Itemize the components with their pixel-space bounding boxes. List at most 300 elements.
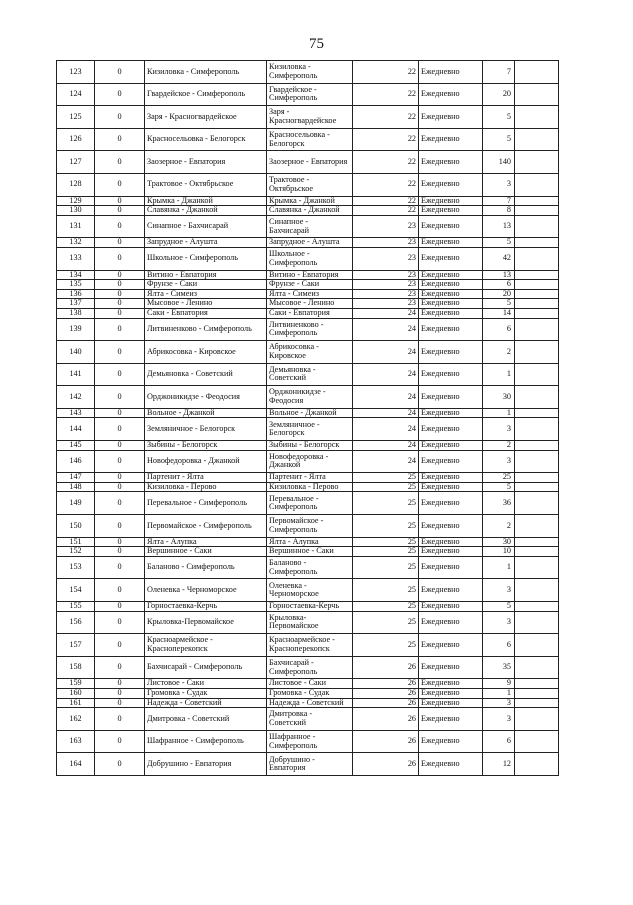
route-stops-cell: Литвиненково - Симферополь xyxy=(267,318,353,341)
route-name-cell: Демьяновка - Советский xyxy=(145,363,267,386)
zero-cell: 0 xyxy=(95,386,145,409)
route-name-cell: Орджоникидзе - Феодосия xyxy=(145,386,267,409)
route-stops-cell: Бахчисарай - Симферополь xyxy=(267,656,353,679)
count-cell: 9 xyxy=(483,679,515,689)
zero-cell: 0 xyxy=(95,537,145,547)
table-row xyxy=(57,473,559,483)
frequency-cell: Ежедневно xyxy=(419,83,483,106)
frequency-cell: Ежедневно xyxy=(419,515,483,538)
zero-cell: 0 xyxy=(95,547,145,557)
empty-cell xyxy=(515,341,559,364)
route-name-cell: Мысовое - Ленино xyxy=(145,299,267,309)
route-value-cell: 25 xyxy=(353,611,419,634)
zero-cell: 0 xyxy=(95,579,145,602)
row-number-cell: 143 xyxy=(57,408,95,418)
row-number-cell: 163 xyxy=(57,730,95,753)
route-value-cell: 23 xyxy=(353,247,419,270)
table-row xyxy=(57,128,559,151)
empty-cell xyxy=(515,611,559,634)
table-row xyxy=(57,753,559,776)
row-number-cell: 127 xyxy=(57,151,95,174)
route-value-cell: 22 xyxy=(353,151,419,174)
zero-cell: 0 xyxy=(95,318,145,341)
row-number-cell: 124 xyxy=(57,83,95,106)
table-row xyxy=(57,341,559,364)
frequency-cell: Ежедневно xyxy=(419,602,483,612)
table-row xyxy=(57,318,559,341)
empty-cell xyxy=(515,196,559,206)
frequency-cell: Ежедневно xyxy=(419,492,483,515)
route-stops-cell: Красноармейское - Краснoперекопск xyxy=(267,634,353,657)
zero-cell: 0 xyxy=(95,196,145,206)
zero-cell: 0 xyxy=(95,206,145,216)
table-row xyxy=(57,206,559,216)
zero-cell: 0 xyxy=(95,308,145,318)
table-row xyxy=(57,547,559,557)
frequency-cell: Ежедневно xyxy=(419,611,483,634)
route-name-cell: Фрунзе - Саки xyxy=(145,280,267,290)
route-value-cell: 22 xyxy=(353,61,419,84)
table-row xyxy=(57,238,559,248)
zero-cell: 0 xyxy=(95,363,145,386)
route-name-cell: Зыбины - Белогорск xyxy=(145,441,267,451)
frequency-cell: Ежедневно xyxy=(419,173,483,196)
empty-cell xyxy=(515,238,559,248)
frequency-cell: Ежедневно xyxy=(419,556,483,579)
table-row xyxy=(57,386,559,409)
route-name-cell: Горностаевка-Керчь xyxy=(145,602,267,612)
table-row xyxy=(57,308,559,318)
frequency-cell: Ежедневно xyxy=(419,688,483,698)
frequency-cell: Ежедневно xyxy=(419,679,483,689)
table-row xyxy=(57,441,559,451)
row-number-cell: 133 xyxy=(57,247,95,270)
route-name-cell: Заозерное - Евпатория xyxy=(145,151,267,174)
zero-cell: 0 xyxy=(95,753,145,776)
row-number-cell: 138 xyxy=(57,308,95,318)
route-name-cell: Школьное - Симферополь xyxy=(145,247,267,270)
route-name-cell: Красносельовка - Белогорск xyxy=(145,128,267,151)
route-value-cell: 24 xyxy=(353,441,419,451)
row-number-cell: 162 xyxy=(57,708,95,731)
count-cell: 5 xyxy=(483,299,515,309)
route-stops-cell: Оленевка - Черноморское xyxy=(267,579,353,602)
route-stops-cell: Школьное - Симферополь xyxy=(267,247,353,270)
zero-cell: 0 xyxy=(95,450,145,473)
empty-cell xyxy=(515,634,559,657)
row-number-cell: 145 xyxy=(57,441,95,451)
route-value-cell: 24 xyxy=(353,341,419,364)
route-name-cell: Трактовое - Октябрьское xyxy=(145,173,267,196)
count-cell: 3 xyxy=(483,418,515,441)
frequency-cell: Ежедневно xyxy=(419,106,483,129)
table-row xyxy=(57,247,559,270)
count-cell: 25 xyxy=(483,473,515,483)
empty-cell xyxy=(515,386,559,409)
zero-cell: 0 xyxy=(95,238,145,248)
count-cell: 1 xyxy=(483,556,515,579)
route-value-cell: 22 xyxy=(353,83,419,106)
zero-cell: 0 xyxy=(95,698,145,708)
route-name-cell: Кизиловка - Симферополь xyxy=(145,61,267,84)
route-stops-cell: Листовое - Саки xyxy=(267,679,353,689)
route-stops-cell: Новофедоровка - Джанкой xyxy=(267,450,353,473)
table-row xyxy=(57,299,559,309)
count-cell: 8 xyxy=(483,206,515,216)
table-row xyxy=(57,492,559,515)
empty-cell xyxy=(515,708,559,731)
route-stops-cell: Крыловка-Первомайское xyxy=(267,611,353,634)
route-value-cell: 25 xyxy=(353,602,419,612)
count-cell: 1 xyxy=(483,688,515,698)
zero-cell: 0 xyxy=(95,679,145,689)
empty-cell xyxy=(515,299,559,309)
route-value-cell: 25 xyxy=(353,556,419,579)
zero-cell: 0 xyxy=(95,83,145,106)
frequency-cell: Ежедневно xyxy=(419,318,483,341)
empty-cell xyxy=(515,270,559,280)
route-stops-cell: Ялта - Алупка xyxy=(267,537,353,547)
zero-cell: 0 xyxy=(95,61,145,84)
row-number-cell: 157 xyxy=(57,634,95,657)
frequency-cell: Ежедневно xyxy=(419,473,483,483)
zero-cell: 0 xyxy=(95,730,145,753)
empty-cell xyxy=(515,106,559,129)
route-stops-cell: Дмитровка - Советский xyxy=(267,708,353,731)
zero-cell: 0 xyxy=(95,515,145,538)
row-number-cell: 150 xyxy=(57,515,95,538)
zero-cell: 0 xyxy=(95,656,145,679)
route-stops-cell: Саки - Евпатория xyxy=(267,308,353,318)
empty-cell xyxy=(515,206,559,216)
row-number-cell: 129 xyxy=(57,196,95,206)
frequency-cell: Ежедневно xyxy=(419,215,483,238)
row-number-cell: 144 xyxy=(57,418,95,441)
route-name-cell: Витино - Евпатория xyxy=(145,270,267,280)
table-row xyxy=(57,579,559,602)
empty-cell xyxy=(515,730,559,753)
route-stops-cell: Запрудное - Алушта xyxy=(267,238,353,248)
table-row xyxy=(57,83,559,106)
route-stops-cell: Вольное - Джанкой xyxy=(267,408,353,418)
route-value-cell: 26 xyxy=(353,730,419,753)
row-number-cell: 139 xyxy=(57,318,95,341)
route-name-cell: Первомайское - Симферополь xyxy=(145,515,267,538)
zero-cell: 0 xyxy=(95,270,145,280)
route-name-cell: Партенит - Ялта xyxy=(145,473,267,483)
table-row xyxy=(57,482,559,492)
count-cell: 2 xyxy=(483,515,515,538)
route-name-cell: Оленевка - Черноморское xyxy=(145,579,267,602)
zero-cell: 0 xyxy=(95,289,145,299)
zero-cell: 0 xyxy=(95,173,145,196)
route-value-cell: 24 xyxy=(353,408,419,418)
route-stops-cell: Громовка - Судак xyxy=(267,688,353,698)
route-value-cell: 25 xyxy=(353,547,419,557)
frequency-cell: Ежедневно xyxy=(419,547,483,557)
table-row xyxy=(57,698,559,708)
count-cell: 3 xyxy=(483,579,515,602)
frequency-cell: Ежедневно xyxy=(419,247,483,270)
table-row xyxy=(57,106,559,129)
table-row xyxy=(57,215,559,238)
route-value-cell: 25 xyxy=(353,537,419,547)
empty-cell xyxy=(515,151,559,174)
table-row xyxy=(57,450,559,473)
empty-cell xyxy=(515,280,559,290)
route-name-cell: Новофедоровка - Джанкой xyxy=(145,450,267,473)
empty-cell xyxy=(515,679,559,689)
count-cell: 13 xyxy=(483,270,515,280)
route-stops-cell: Красносельовка - Белогорск xyxy=(267,128,353,151)
frequency-cell: Ежедневно xyxy=(419,386,483,409)
route-name-cell: Надежда - Советский xyxy=(145,698,267,708)
route-value-cell: 22 xyxy=(353,128,419,151)
route-value-cell: 26 xyxy=(353,708,419,731)
route-value-cell: 22 xyxy=(353,206,419,216)
empty-cell xyxy=(515,83,559,106)
route-value-cell: 25 xyxy=(353,634,419,657)
route-stops-cell: Добрушино - Евпатория xyxy=(267,753,353,776)
frequency-cell: Ежедневно xyxy=(419,579,483,602)
count-cell: 13 xyxy=(483,215,515,238)
row-number-cell: 161 xyxy=(57,698,95,708)
table-row xyxy=(57,408,559,418)
zero-cell: 0 xyxy=(95,708,145,731)
row-number-cell: 125 xyxy=(57,106,95,129)
frequency-cell: Ежедневно xyxy=(419,450,483,473)
route-stops-cell: Славянка - Джанкой xyxy=(267,206,353,216)
count-cell: 6 xyxy=(483,280,515,290)
table-row xyxy=(57,289,559,299)
zero-cell: 0 xyxy=(95,482,145,492)
route-stops-cell: Орджоникидзе - Феодосия xyxy=(267,386,353,409)
frequency-cell: Ежедневно xyxy=(419,363,483,386)
route-name-cell: Листовое - Саки xyxy=(145,679,267,689)
row-number-cell: 140 xyxy=(57,341,95,364)
frequency-cell: Ежедневно xyxy=(419,482,483,492)
count-cell: 7 xyxy=(483,61,515,84)
empty-cell xyxy=(515,473,559,483)
row-number-cell: 153 xyxy=(57,556,95,579)
count-cell: 3 xyxy=(483,450,515,473)
row-number-cell: 137 xyxy=(57,299,95,309)
empty-cell xyxy=(515,441,559,451)
frequency-cell: Ежедневно xyxy=(419,196,483,206)
route-stops-cell: Витино - Евпатория xyxy=(267,270,353,280)
count-cell: 1 xyxy=(483,363,515,386)
zero-cell: 0 xyxy=(95,215,145,238)
page-number: 75 xyxy=(309,36,324,52)
table-row xyxy=(57,556,559,579)
frequency-cell: Ежедневно xyxy=(419,299,483,309)
row-number-cell: 156 xyxy=(57,611,95,634)
frequency-cell: Ежедневно xyxy=(419,341,483,364)
route-value-cell: 24 xyxy=(353,308,419,318)
route-stops-cell: Абрикосовка - Кировское xyxy=(267,341,353,364)
route-name-cell: Гвардейское - Симферополь xyxy=(145,83,267,106)
count-cell: 42 xyxy=(483,247,515,270)
table-row xyxy=(57,634,559,657)
row-number-cell: 135 xyxy=(57,280,95,290)
empty-cell xyxy=(515,408,559,418)
route-value-cell: 25 xyxy=(353,473,419,483)
frequency-cell: Ежедневно xyxy=(419,634,483,657)
route-value-cell: 23 xyxy=(353,238,419,248)
empty-cell xyxy=(515,247,559,270)
frequency-cell: Ежедневно xyxy=(419,151,483,174)
zero-cell: 0 xyxy=(95,556,145,579)
route-name-cell: Перевальное - Симферополь xyxy=(145,492,267,515)
route-stops-cell: Баланово - Симферополь xyxy=(267,556,353,579)
count-cell: 30 xyxy=(483,386,515,409)
route-stops-cell: Перевальное - Симферополь xyxy=(267,492,353,515)
empty-cell xyxy=(515,688,559,698)
empty-cell xyxy=(515,753,559,776)
frequency-cell: Ежедневно xyxy=(419,753,483,776)
table-row xyxy=(57,679,559,689)
count-cell: 6 xyxy=(483,634,515,657)
empty-cell xyxy=(515,215,559,238)
route-name-cell: Бахчисарай - Симферополь xyxy=(145,656,267,679)
route-name-cell: Крымка - Джанкой xyxy=(145,196,267,206)
route-value-cell: 25 xyxy=(353,492,419,515)
table-row xyxy=(57,537,559,547)
route-name-cell: Крыловка-Первомайское xyxy=(145,611,267,634)
route-stops-cell: Первомайское - Симферополь xyxy=(267,515,353,538)
row-number-cell: 154 xyxy=(57,579,95,602)
route-name-cell: Баланово - Симферополь xyxy=(145,556,267,579)
empty-cell xyxy=(515,450,559,473)
route-value-cell: 26 xyxy=(353,698,419,708)
table-row xyxy=(57,515,559,538)
route-stops-cell: Заря - Красногвардейское xyxy=(267,106,353,129)
route-stops-cell: Фрунзе - Саки xyxy=(267,280,353,290)
empty-cell xyxy=(515,308,559,318)
zero-cell: 0 xyxy=(95,106,145,129)
route-value-cell: 26 xyxy=(353,688,419,698)
route-stops-cell: Земляничное - Белогорск xyxy=(267,418,353,441)
count-cell: 3 xyxy=(483,698,515,708)
frequency-cell: Ежедневно xyxy=(419,308,483,318)
route-stops-cell: Надежда - Советский xyxy=(267,698,353,708)
zero-cell: 0 xyxy=(95,280,145,290)
zero-cell: 0 xyxy=(95,341,145,364)
table-row xyxy=(57,611,559,634)
row-number-cell: 147 xyxy=(57,473,95,483)
route-stops-cell: Горностаевка-Керчь xyxy=(267,602,353,612)
table-row xyxy=(57,363,559,386)
count-cell: 7 xyxy=(483,196,515,206)
row-number-cell: 123 xyxy=(57,61,95,84)
route-stops-cell: Крымка - Джанкой xyxy=(267,196,353,206)
frequency-cell: Ежедневно xyxy=(419,238,483,248)
row-number-cell: 134 xyxy=(57,270,95,280)
row-number-cell: 131 xyxy=(57,215,95,238)
route-value-cell: 23 xyxy=(353,280,419,290)
zero-cell: 0 xyxy=(95,247,145,270)
empty-cell xyxy=(515,173,559,196)
route-name-cell: Красноармейское - Краснoперекопск xyxy=(145,634,267,657)
empty-cell xyxy=(515,537,559,547)
route-stops-cell: Синапное - Бахчисарай xyxy=(267,215,353,238)
count-cell: 3 xyxy=(483,708,515,731)
count-cell: 3 xyxy=(483,173,515,196)
route-value-cell: 26 xyxy=(353,656,419,679)
frequency-cell: Ежедневно xyxy=(419,61,483,84)
route-value-cell: 26 xyxy=(353,679,419,689)
table-row xyxy=(57,730,559,753)
empty-cell xyxy=(515,602,559,612)
route-name-cell: Абрикосовка - Кировское xyxy=(145,341,267,364)
route-value-cell: 22 xyxy=(353,173,419,196)
count-cell: 2 xyxy=(483,341,515,364)
route-name-cell: Громовка - Судак xyxy=(145,688,267,698)
count-cell: 6 xyxy=(483,318,515,341)
row-number-cell: 130 xyxy=(57,206,95,216)
zero-cell: 0 xyxy=(95,128,145,151)
route-name-cell: Земляничное - Белогорск xyxy=(145,418,267,441)
route-value-cell: 25 xyxy=(353,482,419,492)
frequency-cell: Ежедневно xyxy=(419,441,483,451)
count-cell: 5 xyxy=(483,482,515,492)
route-stops-cell: Ялта - Симеиз xyxy=(267,289,353,299)
route-stops-cell: Мысовое - Ленино xyxy=(267,299,353,309)
route-name-cell: Запрудное - Алушта xyxy=(145,238,267,248)
route-name-cell: Вершинное - Саки xyxy=(145,547,267,557)
row-number-cell: 164 xyxy=(57,753,95,776)
row-number-cell: 160 xyxy=(57,688,95,698)
row-number-cell: 148 xyxy=(57,482,95,492)
route-stops-cell: Кизиловка - Симферополь xyxy=(267,61,353,84)
row-number-cell: 158 xyxy=(57,656,95,679)
count-cell: 10 xyxy=(483,547,515,557)
zero-cell: 0 xyxy=(95,418,145,441)
table-row xyxy=(57,270,559,280)
route-name-cell: Шафранное - Симферополь xyxy=(145,730,267,753)
row-number-cell: 152 xyxy=(57,547,95,557)
count-cell: 2 xyxy=(483,441,515,451)
count-cell: 35 xyxy=(483,656,515,679)
route-value-cell: 25 xyxy=(353,515,419,538)
frequency-cell: Ежедневно xyxy=(419,698,483,708)
route-stops-cell: Вершинное - Саки xyxy=(267,547,353,557)
table-row xyxy=(57,418,559,441)
route-value-cell: 24 xyxy=(353,418,419,441)
count-cell: 140 xyxy=(483,151,515,174)
route-value-cell: 24 xyxy=(353,386,419,409)
table-row xyxy=(57,708,559,731)
route-name-cell: Литвиненково - Симферополь xyxy=(145,318,267,341)
row-number-cell: 126 xyxy=(57,128,95,151)
route-stops-cell: Заозерное - Евпатория xyxy=(267,151,353,174)
route-name-cell: Дмитровка - Советский xyxy=(145,708,267,731)
frequency-cell: Ежедневно xyxy=(419,280,483,290)
route-value-cell: 26 xyxy=(353,753,419,776)
row-number-cell: 141 xyxy=(57,363,95,386)
frequency-cell: Ежедневно xyxy=(419,418,483,441)
empty-cell xyxy=(515,128,559,151)
route-value-cell: 23 xyxy=(353,215,419,238)
empty-cell xyxy=(515,492,559,515)
zero-cell: 0 xyxy=(95,441,145,451)
route-name-cell: Вольное - Джанкой xyxy=(145,408,267,418)
table-row xyxy=(57,602,559,612)
empty-cell xyxy=(515,547,559,557)
empty-cell xyxy=(515,289,559,299)
frequency-cell: Ежедневно xyxy=(419,206,483,216)
route-value-cell: 22 xyxy=(353,196,419,206)
